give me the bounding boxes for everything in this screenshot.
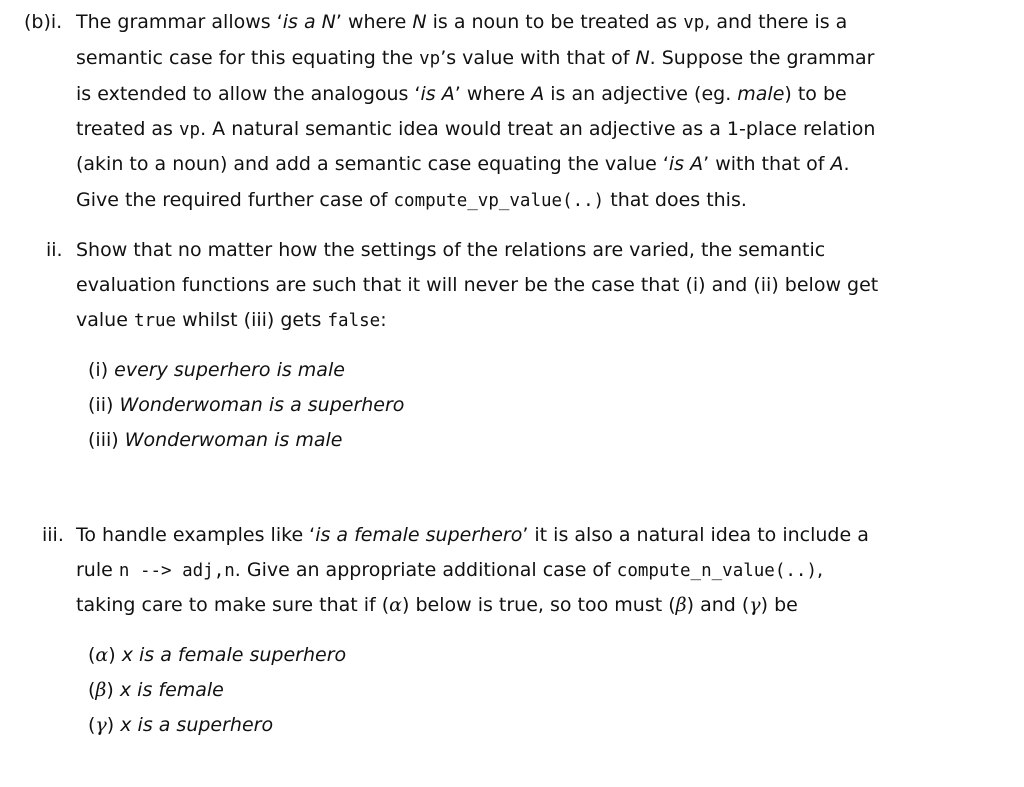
text-span: To handle examples like ‘ [76, 524, 316, 546]
text-span: ’ with that of [703, 153, 831, 175]
greek-symbol: β [675, 594, 687, 616]
item-number: (α) [88, 644, 116, 666]
code-span: false [327, 311, 381, 331]
item-text: Wonderwoman is a superhero [119, 394, 405, 416]
code-span: n --> adj,n [118, 561, 235, 581]
list-item [88, 358, 345, 382]
item-text: Wonderwoman is male [124, 429, 343, 451]
part-b-iii-line-2 [76, 558, 823, 583]
text-span: . Suppose the grammar [649, 47, 875, 69]
list-item [88, 428, 342, 452]
item-text: every superhero is male [114, 359, 345, 381]
text-span: ’ where [335, 11, 413, 33]
text-span: , and there is a [704, 11, 848, 33]
text-span: A [830, 153, 844, 175]
text-span: (akin to a noun) and add a semantic case equating the value ‘ [76, 153, 669, 175]
text-span: is a female superhero [315, 524, 523, 546]
item-number: (ii) [88, 394, 114, 416]
text-span: A [531, 83, 545, 105]
text-span: ’ where [454, 83, 532, 105]
greek-symbol: β [95, 679, 107, 701]
text-span: is a N [282, 11, 336, 33]
code-span: compute_vp_value(..) [393, 191, 605, 211]
text-span: . [843, 153, 850, 175]
text-span: is a noun to be treated as [426, 11, 684, 33]
list-item [88, 678, 224, 702]
list-item [88, 713, 273, 737]
text-span: ) and ( [686, 594, 750, 616]
item-number: (i) [88, 359, 109, 381]
text-span: rule [76, 559, 119, 581]
part-b-iii-line-1 [76, 523, 869, 547]
text-span: . Give an appropriate additional case of [234, 559, 617, 581]
part-b-ii-label: ii. [46, 239, 63, 261]
item-number: (iii) [88, 429, 119, 451]
text-span: The grammar allows ‘ [76, 11, 283, 33]
greek-symbol: γ [749, 594, 761, 616]
text-span: ’ it is also a natural idea to include a [522, 524, 869, 546]
part-b-ii-line-1: Show that no matter how the settings of the relations are varied, the semantic [76, 239, 826, 261]
item-number: (γ) [88, 714, 115, 736]
part-b-i-line-6 [76, 188, 747, 213]
text-span: , [816, 559, 824, 581]
part-b-i-label: (b)i. [24, 11, 63, 33]
text-span: male [737, 83, 785, 105]
part-b-i-line-2 [76, 46, 874, 71]
code-span: vp [683, 13, 705, 33]
text-span: ’s value with that of [440, 47, 636, 69]
text-span: whilst (iii) gets [176, 309, 328, 331]
list-item [88, 643, 346, 667]
part-b-iii-line-3 [76, 593, 798, 617]
text-span: taking care to make sure that if ( [76, 594, 390, 616]
part-b-ii-line-2: evaluation functions are such that it will never be the case that (i) and (ii) below get [76, 274, 879, 296]
code-span: compute_n_value(..) [616, 561, 817, 581]
text-span: Give the required further case of [76, 189, 394, 211]
item-text: x is a female superhero [121, 644, 347, 666]
text-span: N [412, 11, 427, 33]
code-span: vp [419, 49, 441, 69]
part-b-i-line-3 [76, 82, 847, 106]
text-span: ) to be [784, 83, 847, 105]
text-span: is A [420, 83, 455, 105]
text-span: value [76, 309, 134, 331]
text-span: is A [668, 153, 704, 175]
greek-symbol: γ [95, 714, 107, 736]
code-span: true [133, 311, 177, 331]
text-span: ) below is true, so too must ( [402, 594, 676, 616]
item-text: x is female [119, 679, 224, 701]
text-span: N [635, 47, 650, 69]
part-b-i-line-5 [76, 152, 850, 176]
text-span: treated as [76, 118, 179, 140]
part-b-i-line-1 [76, 10, 847, 35]
part-b-i-line-4 [76, 117, 875, 142]
text-span: semantic case for this equating the [76, 47, 420, 69]
code-span: vp [179, 120, 201, 140]
item-text: x is a superhero [120, 714, 274, 736]
text-span: ) be [760, 594, 798, 616]
item-number: (β) [88, 679, 114, 701]
text-span: is an adjective (eg. [544, 83, 738, 105]
part-b-iii-label: iii. [42, 524, 64, 546]
text-span: that does this. [604, 189, 747, 211]
text-span: is extended to allow the analogous ‘ [76, 83, 421, 105]
text-span: . A natural semantic idea would treat an adjective as a 1-place relation [200, 118, 876, 140]
greek-symbol: α [389, 594, 403, 616]
text-span: : [380, 309, 387, 331]
list-item [88, 393, 404, 417]
greek-symbol: α [95, 644, 109, 666]
part-b-ii-line-3 [76, 308, 387, 333]
